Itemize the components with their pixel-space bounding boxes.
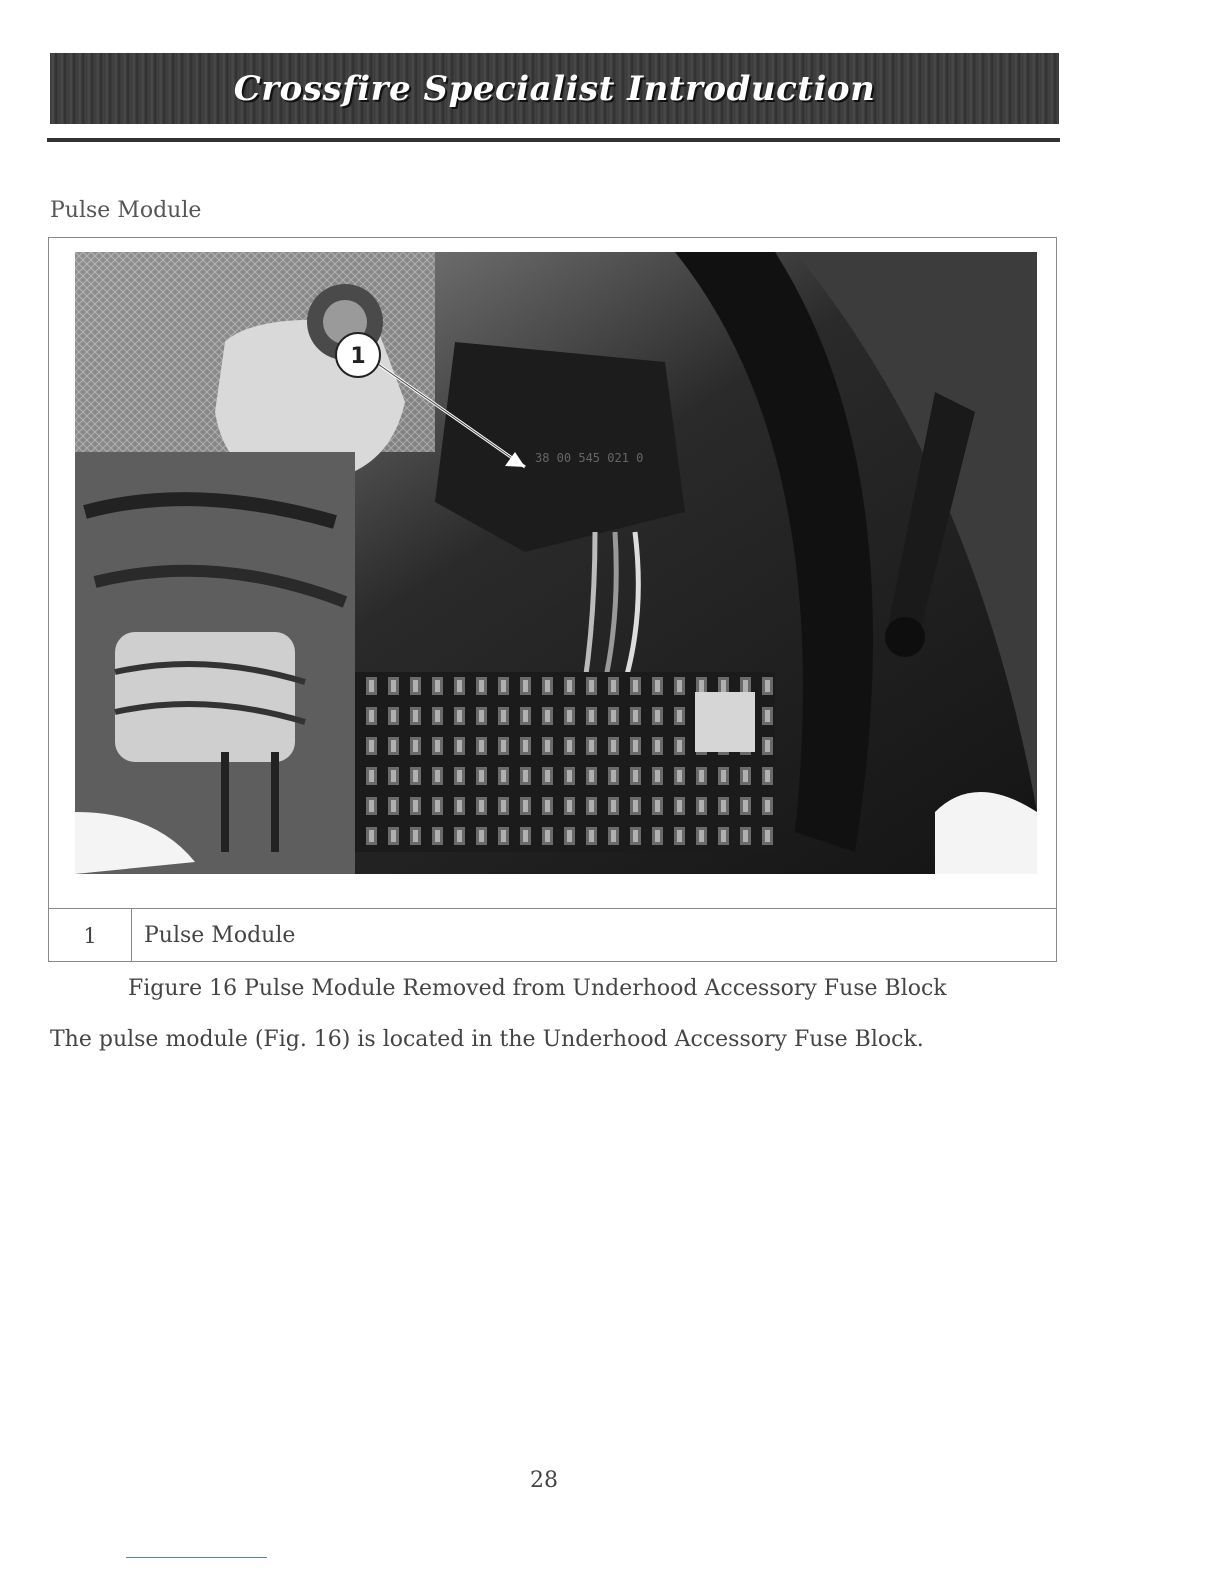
header-rule [47,138,1060,142]
body-paragraph: The pulse module (Fig. 16) is located in the Underhood Accessory Fuse Block. [50,1027,924,1052]
header-banner [50,53,1059,124]
legend-label: Pulse Module [144,923,296,948]
figure-caption: Figure 16 Pulse Module Removed from Underhood Accessory Fuse Block [128,976,947,1001]
svg-text:38 00 545 021 0: 38 00 545 021 0 [535,451,644,465]
figure-frame [48,237,1057,962]
engine-bay-photo [75,252,1037,874]
page-title: Crossfire Specialist Introduction [233,68,876,109]
page-number: 28 [530,1468,558,1493]
section-heading: Pulse Module [50,198,202,223]
footer-line [126,1557,267,1558]
legend-number: 1 [49,909,132,962]
callout-number: 1 [350,344,366,369]
figure-legend-row [49,908,1056,962]
